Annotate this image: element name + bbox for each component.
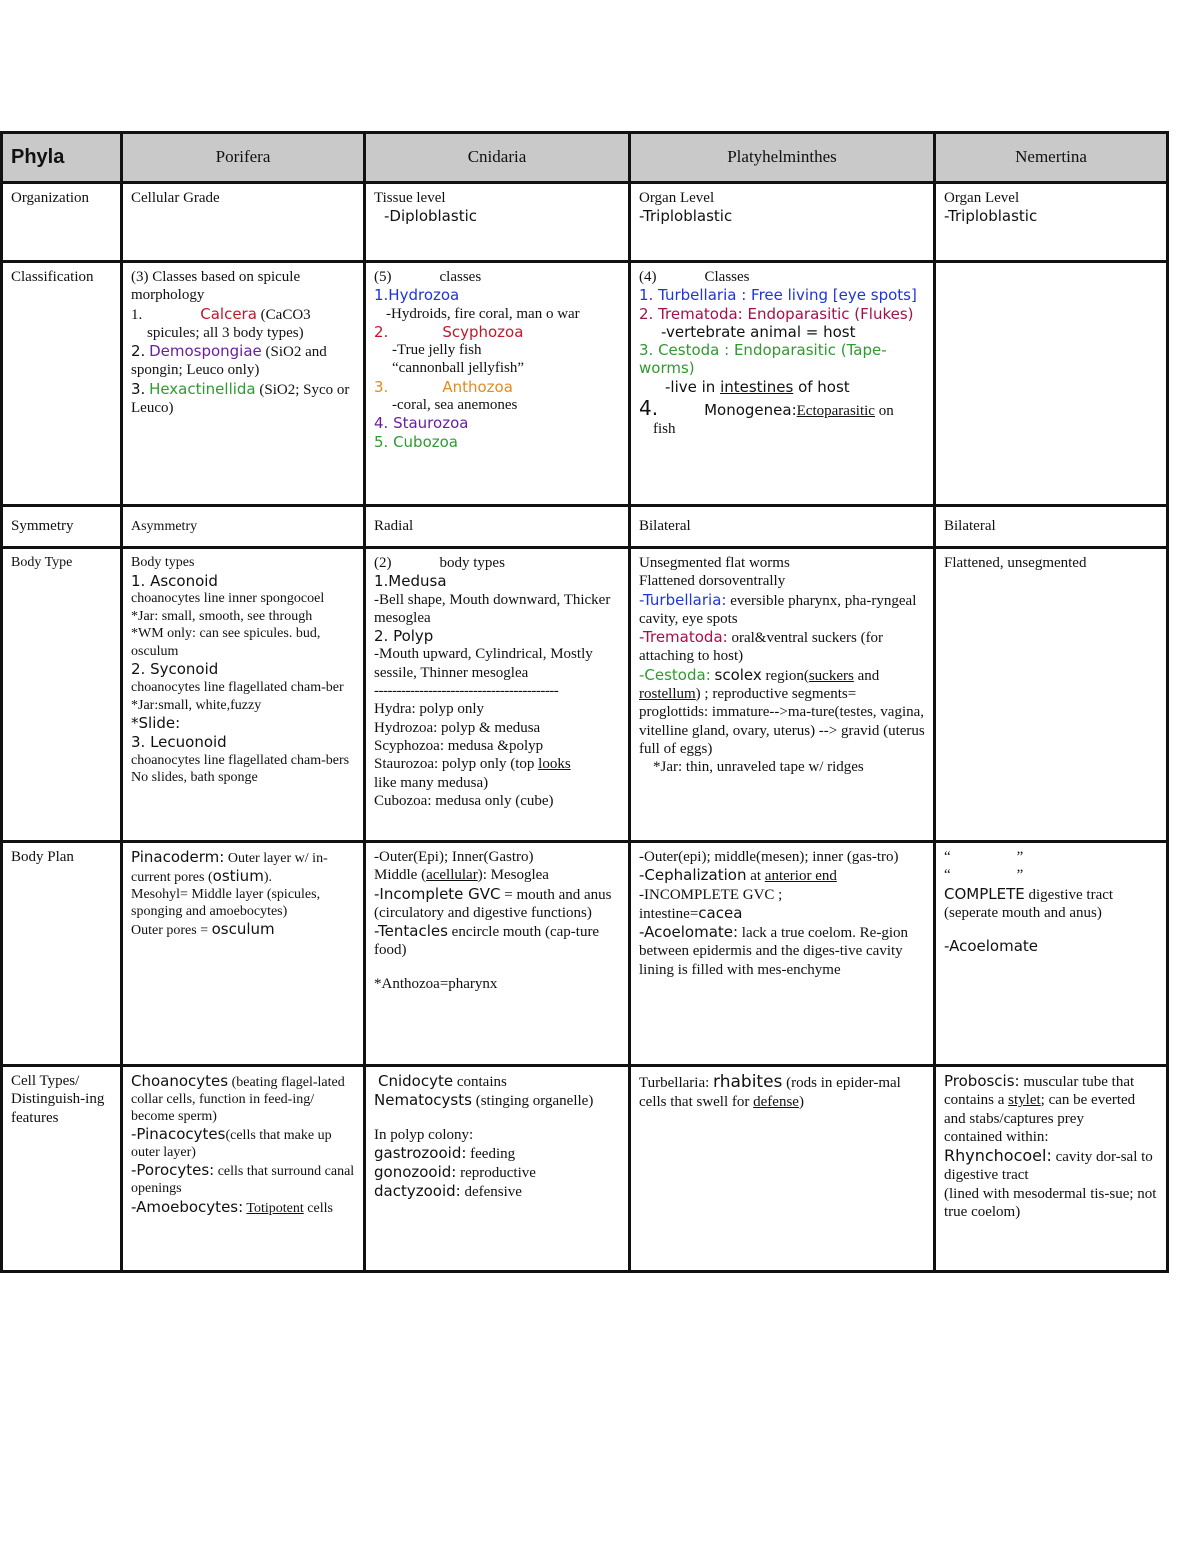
text-line: (lined with mesodermal tis-sue; not true coelom) xyxy=(944,1185,1157,1221)
row-body-type xyxy=(2,548,1168,842)
text-span: Cnidocyte xyxy=(378,1072,454,1090)
text-line xyxy=(374,885,620,923)
text-span: -Amoebocytes: xyxy=(131,1197,244,1216)
text-span: Proboscis: xyxy=(944,1072,1020,1090)
text-line xyxy=(639,904,925,923)
text-line xyxy=(131,1198,355,1217)
text-span: stylet xyxy=(1008,1092,1041,1109)
text-line: -Mouth upward, Cylindrical, Mostly sessile, Thinner mesoglea xyxy=(374,646,593,681)
class-name-scyphozoa xyxy=(374,323,620,341)
text-line: choanocytes line flagellated cham-bers xyxy=(131,752,350,768)
text-span: (SiO2 and spongin; Leuco only) xyxy=(131,344,327,379)
cell-body-type-nemertina: Flattened, unsegmented xyxy=(935,548,1168,842)
text-line: -Hydroids, fire coral, man o war xyxy=(386,305,580,322)
cell-organization-cnidaria xyxy=(365,183,630,262)
cell-symmetry-cnidaria: Radial xyxy=(365,506,630,548)
text-line: (3) Classes based on spicule morphology xyxy=(131,269,301,304)
text-span: -Cephalization xyxy=(639,866,747,885)
text-span: Totipotent xyxy=(246,1200,304,1216)
text-line: *Jar:small, white,fuzzy xyxy=(131,697,262,713)
text-line: *WM only: can see spicules. bud, osculum xyxy=(131,626,321,659)
cell-body-type-platyhelminthes xyxy=(630,548,935,842)
text-span: suckers xyxy=(808,667,854,684)
text-line: -Diploblastic xyxy=(384,207,477,226)
header-platyhelminthes: Platyhelminthes xyxy=(630,133,935,183)
cell-symmetry-porifera: Asymmetry xyxy=(122,506,365,548)
text-line: 2. Syconoid xyxy=(131,660,219,679)
text-span: contains xyxy=(456,1074,507,1090)
cell-cell-types-nemertina xyxy=(935,1066,1168,1272)
row-body-plan xyxy=(2,842,1168,1066)
cell-cell-types-porifera xyxy=(122,1066,365,1272)
text-line xyxy=(374,1111,620,1126)
text-span: ; can be everted and stabs/captures prey xyxy=(944,1092,1136,1127)
text-span: scolex xyxy=(714,665,762,684)
text-span: 4. xyxy=(639,396,659,421)
text-line xyxy=(639,591,925,629)
text-line: -Triploblastic xyxy=(639,207,733,226)
cell-body-plan-platyhelminthes xyxy=(630,842,935,1066)
text-line: “cannonball jellyfish” xyxy=(392,360,525,377)
row-label-body-plan: Body Plan xyxy=(2,842,122,1066)
text-line: Organ Level xyxy=(639,190,715,206)
cell-cell-types-cnidaria xyxy=(365,1066,630,1272)
text-span: 2. xyxy=(131,342,146,361)
text-span: ) ; reproductive segments= proglottids: immature-->ma-ture(testes, vagina, vitelline gland, ovary, uterus) --> gravid (uterus full of eggs) xyxy=(639,686,925,757)
text-span: (stinging organelle) xyxy=(475,1093,594,1110)
text-span: rostellum xyxy=(639,686,696,703)
text-line xyxy=(131,848,355,886)
text-line xyxy=(374,755,620,773)
class-name-cestoda: 3. Cestoda : Endoparasitic (Tape-worms) xyxy=(639,341,887,378)
text-span: defense xyxy=(753,1093,799,1110)
text-line: Unsegmented flat worms xyxy=(639,555,790,571)
text-line: Cubozoa: medusa only (cube) xyxy=(374,792,554,809)
cell-body-plan-nemertina xyxy=(935,842,1168,1066)
text-span: and xyxy=(857,667,880,684)
text-span: Classes xyxy=(704,269,750,285)
text-span: osculum xyxy=(211,920,275,939)
cell-body-type-porifera xyxy=(122,548,365,842)
text-line xyxy=(374,1163,620,1182)
text-line xyxy=(944,1072,1158,1128)
text-span: Choanocytes xyxy=(131,1072,229,1090)
text-line: -Triploblastic xyxy=(944,207,1038,226)
text-span: muscular tube that contains a xyxy=(944,1074,1135,1109)
text-line: contained within: xyxy=(944,1128,1049,1145)
class-name-hydrozoa: 1.Hydrozoa xyxy=(374,286,460,305)
text-line xyxy=(374,1072,620,1091)
text-line: -INCOMPLETE GVC ; xyxy=(639,886,783,903)
header-phyla: Phyla xyxy=(2,133,122,183)
divider-line: ----------------------------------------- xyxy=(374,683,559,700)
text-span: -live in xyxy=(665,377,716,396)
text-span: defensive xyxy=(464,1184,522,1201)
cell-organization-platyhelminthes xyxy=(630,183,935,262)
text-span: Nematocysts xyxy=(374,1091,472,1110)
text-line: *Jar: small, smooth, see through xyxy=(131,608,313,624)
text-span: (SiO2; Syco or Leuco) xyxy=(131,381,350,417)
row-label-body-type: Body Type xyxy=(2,548,122,842)
text-span: cacea xyxy=(698,903,743,922)
text-span: digestive tract (seperate mouth and anus) xyxy=(944,886,1114,921)
text-span: anterior end xyxy=(764,868,837,885)
text-line xyxy=(374,268,620,286)
text-span: -Tentacles xyxy=(374,922,448,941)
text-line xyxy=(374,1182,620,1201)
class-name-demospongiae: Demospongiae xyxy=(149,342,262,361)
text-span: Anthozoa xyxy=(442,377,513,396)
text-span: ): Mesoglea xyxy=(477,867,549,884)
cell-organization-nemertina xyxy=(935,183,1168,262)
text-span: 1. xyxy=(131,306,143,323)
text-span: Ectoparasitic xyxy=(796,403,875,420)
text-span: intestines xyxy=(720,377,794,396)
ditto-marks xyxy=(944,866,1158,884)
cell-symmetry-nemertina: Bilateral xyxy=(935,506,1168,548)
text-span: COMPLETE xyxy=(944,884,1025,903)
text-span: Scyphozoa xyxy=(442,322,524,341)
cell-classification-porifera xyxy=(122,262,365,506)
text-line: -Acoelomate xyxy=(944,937,1038,956)
header-nemertina: Nemertina xyxy=(935,133,1168,183)
text-span: (beating flagel-lated collar cells, function in feed-ing/ become sperm) xyxy=(131,1075,345,1125)
text-span: dactyzooid: xyxy=(374,1182,461,1201)
text-span: (rods in epider-mal cells that swell for xyxy=(639,1075,901,1110)
header-row xyxy=(2,133,1168,183)
text-span: Rhynchocoel: xyxy=(944,1146,1052,1166)
text-span: ” xyxy=(1016,867,1024,884)
text-line: spicules; all 3 body types) xyxy=(147,324,304,341)
text-span: cells that surround canal openings xyxy=(131,1164,355,1197)
row-symmetry xyxy=(2,506,1168,548)
text-line xyxy=(944,885,1158,923)
text-line xyxy=(639,1072,925,1111)
text-span: rhabites xyxy=(713,1072,783,1092)
text-line: No slides, bath sponge xyxy=(131,770,258,785)
row-organization xyxy=(2,183,1168,262)
text-line: -vertebrate animal = host xyxy=(661,322,856,341)
text-line xyxy=(131,1161,355,1197)
text-span: lack a true coelom. Re-gion between epidermis and the diges-tive cavity lining is filled with mes-enchyme xyxy=(639,925,908,978)
text-span: Staurozoa: polyp only (top xyxy=(374,756,535,773)
text-line: In polyp colony: xyxy=(374,1126,474,1143)
cell-body-plan-cnidaria xyxy=(365,842,630,1066)
text-span: -Turbellaria: xyxy=(639,590,727,609)
text-span: encircle mouth (cap-ture food) xyxy=(374,924,600,959)
text-span: (CaCO3 xyxy=(260,306,311,323)
text-line xyxy=(639,666,925,758)
text-span: 3. xyxy=(131,379,146,398)
class-name-monogenea: Monogenea: xyxy=(704,401,797,420)
row-cell-types xyxy=(2,1066,1168,1272)
text-line: -Outer(Epi); Inner(Gastro) xyxy=(374,849,534,865)
text-line: -True jelly fish xyxy=(392,342,482,359)
text-span: Turbellaria: xyxy=(639,1075,710,1091)
text-line: -coral, sea anemones xyxy=(392,397,518,414)
row-label-cell-types: Cell Types/ Distinguish-ing features xyxy=(2,1066,122,1272)
ditto-marks xyxy=(944,848,1158,866)
text-span: intestine= xyxy=(639,905,699,922)
text-span: Outer pores = xyxy=(131,923,209,939)
text-span: 3. xyxy=(374,377,389,396)
text-line: *Jar: thin, unraveled tape w/ ridges xyxy=(653,759,864,776)
text-line xyxy=(131,380,355,418)
text-span: -Trematoda: xyxy=(639,628,728,647)
text-span: (5) xyxy=(374,269,392,285)
text-span: cavity dor-sal to digestive tract xyxy=(944,1149,1153,1184)
text-span: Outer layer w/ in-current pores ( xyxy=(131,851,328,886)
text-line: 3. Lecuonoid xyxy=(131,732,227,751)
text-span: “ xyxy=(944,849,951,865)
text-span: (4) xyxy=(639,269,657,285)
text-span: looks xyxy=(538,756,571,773)
text-span: (2) xyxy=(374,555,392,571)
class-name-calcera: Calcera xyxy=(200,304,257,323)
class-name-hexactinellida: Hexactinellida xyxy=(149,379,256,398)
text-span: classes xyxy=(439,269,482,285)
cell-classification-platyhelminthes xyxy=(630,262,935,506)
cell-cell-types-platyhelminthes xyxy=(630,1066,935,1272)
text-span: cells xyxy=(307,1200,333,1216)
text-line xyxy=(944,922,1158,937)
class-name-turbellaria: 1. Turbellaria : Free living [eye spots] xyxy=(639,286,917,305)
text-line xyxy=(374,866,620,884)
class-name-anthozoa xyxy=(374,378,620,396)
text-span: on xyxy=(878,403,894,420)
text-line: Cellular Grade xyxy=(131,190,220,206)
text-line xyxy=(374,554,620,572)
row-label-organization: Organization xyxy=(2,183,122,262)
text-span: ). xyxy=(263,870,272,886)
text-line: choanocytes line flagellated cham-ber xyxy=(131,680,344,695)
text-span: -Porocytes: xyxy=(131,1161,215,1180)
text-line: fish xyxy=(653,421,676,438)
text-span: Middle ( xyxy=(374,867,427,884)
text-span: “ xyxy=(944,867,951,884)
header-porifera: Porifera xyxy=(122,133,365,183)
header-cnidaria: Cnidaria xyxy=(365,133,630,183)
text-span: (cells that make up outer layer) xyxy=(131,1128,332,1161)
text-line xyxy=(131,920,355,939)
text-line: Body types xyxy=(131,555,195,570)
text-line: -Outer(epi); middle(mesen); inner (gas-tro) xyxy=(639,849,899,865)
text-span: Pinacoderm: xyxy=(131,848,225,866)
text-line xyxy=(131,305,355,324)
text-line: Organ Level xyxy=(944,190,1020,206)
text-line xyxy=(639,923,925,979)
cell-classification-cnidaria xyxy=(365,262,630,506)
text-line xyxy=(639,628,925,666)
text-line: 2. Polyp xyxy=(374,627,434,646)
cell-body-plan-porifera xyxy=(122,842,365,1066)
text-line: like many medusa) xyxy=(374,774,489,791)
text-span: body types xyxy=(439,555,505,571)
text-span: feeding xyxy=(470,1145,516,1162)
text-line xyxy=(131,342,355,380)
text-span: -Incomplete GVC xyxy=(374,884,501,903)
text-line xyxy=(944,1146,1158,1185)
class-name-cubozoa: 5. Cubozoa xyxy=(374,432,459,451)
text-span: -Pinacocytes xyxy=(131,1125,226,1144)
row-label-symmetry: Symmetry xyxy=(2,506,122,548)
text-line xyxy=(374,960,620,975)
cell-classification-nemertina xyxy=(935,262,1168,506)
text-line xyxy=(639,866,925,885)
text-line: 1.Medusa xyxy=(374,572,447,591)
text-span: of host xyxy=(798,377,850,396)
text-span: 2. xyxy=(374,322,389,341)
text-span: region( xyxy=(765,667,809,684)
row-label-classification: Classification xyxy=(2,262,122,506)
text-span: ) xyxy=(798,1093,804,1110)
text-span: -Cestoda: xyxy=(639,665,711,684)
text-span: at xyxy=(750,868,762,885)
text-line: Mesohyl= Middle layer (spicules, sponging and amoebocytes) xyxy=(131,887,321,920)
text-line: Flattened dorsoventrally xyxy=(639,573,786,590)
cell-organization-porifera xyxy=(122,183,365,262)
text-line xyxy=(374,1091,620,1110)
cell-body-type-cnidaria xyxy=(365,548,630,842)
cell-symmetry-platyhelminthes: Bilateral xyxy=(630,506,935,548)
text-span: gastrozooid: xyxy=(374,1143,467,1162)
text-line xyxy=(639,268,925,286)
text-line xyxy=(374,1144,620,1163)
text-span: ostium xyxy=(212,867,264,886)
text-line: Scyphozoa: medusa &polyp xyxy=(374,737,544,754)
row-classification xyxy=(2,262,1168,506)
text-line xyxy=(374,922,620,960)
text-line: *Anthozoa=pharynx xyxy=(374,975,498,992)
text-span: gonozooid: xyxy=(374,1163,457,1182)
class-name-trematoda: 2. Trematoda: Endoparasitic (Flukes) xyxy=(639,304,914,323)
text-span: reproductive xyxy=(460,1165,536,1182)
phyla-comparison-table xyxy=(0,131,1169,1273)
text-line xyxy=(639,396,925,420)
class-name-staurozoa: 4. Staurozoa xyxy=(374,414,469,433)
text-line: Tissue level xyxy=(374,190,446,206)
text-span: ” xyxy=(1016,849,1024,865)
text-line: Hydra: polyp only xyxy=(374,701,484,718)
text-span: = mouth and anus (circulatory and digestive functions) xyxy=(374,886,612,921)
text-line: Hydrozoa: polyp & medusa xyxy=(374,719,541,736)
text-line xyxy=(131,1125,355,1161)
text-line xyxy=(639,378,925,396)
text-span: oral&ventral suckers (for attaching to host) xyxy=(639,630,884,665)
text-line: choanocytes line inner spongocoel xyxy=(131,591,325,607)
text-line: -Bell shape, Mouth downward, Thicker mesoglea xyxy=(374,591,611,626)
text-line: *Slide: xyxy=(131,714,181,732)
text-line: 1. Asconoid xyxy=(131,571,218,590)
text-span: -Acoelomate: xyxy=(639,923,739,942)
text-line xyxy=(131,1072,355,1125)
text-span: eversible pharynx, pha-ryngeal cavity, eye spots xyxy=(639,592,917,627)
text-span: acellular xyxy=(426,867,478,884)
